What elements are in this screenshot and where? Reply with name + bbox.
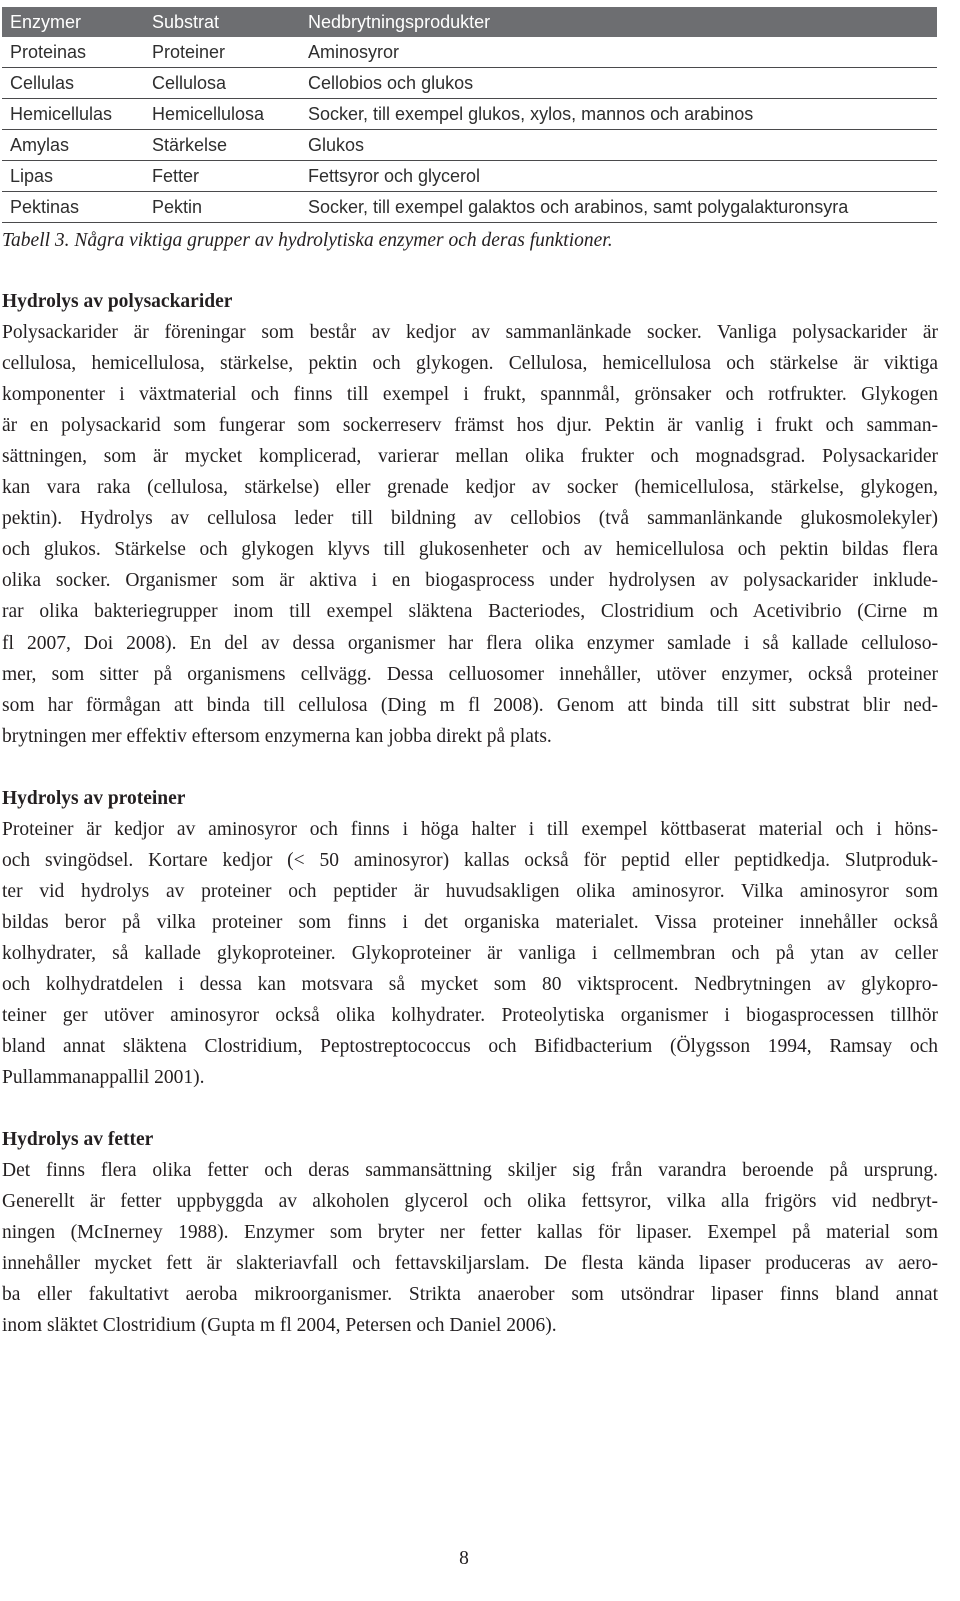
table-cell: Lipas: [10, 165, 54, 186]
table-row: [2, 192, 937, 223]
body-line: teiner ger utöver aminosyror också olika kolhydrater. Proteolytiska organismer i biogasprocessen tillhör: [2, 1005, 938, 1027]
body-line: mer, som sitter på organismens cellvägg. Dessa celluosomer innehåller, utöver enzymer, också proteiner: [2, 663, 938, 685]
body-line: och svingödsel. Kortare kedjor (< 50 aminosyror) kallas också för peptid eller peptidkedja. Slutproduk-: [2, 849, 938, 871]
paragraph: [2, 317, 938, 752]
body-line: som har förmågan att binda till cellulosa (Ding m fl 2008). Genom att binda till sitt substrat blir ned-: [2, 694, 938, 716]
body-line: och kolhydratdelen i dessa kan motsvara så mycket som 80 viktsprocent. Nedbrytningen av glykopro-: [2, 974, 938, 996]
table-row: [2, 37, 937, 68]
section-heading: Hydrolys av polysackarider: [2, 290, 233, 312]
table-cell: Socker, till exempel galaktos och arabinos, samt polygalakturonsyra: [308, 196, 849, 217]
body-line: Polysackarider är föreningar som består av kedjor av sammanlänkade socker. Vanliga polysackarider är: [2, 321, 938, 343]
table-cell: Cellobios och glukos: [308, 72, 474, 93]
table-header-row: [2, 7, 937, 37]
body-line: innehåller mycket fett är slakteriavfall och fettavskiljarslam. De flesta kända lipaser produceras av aero-: [2, 1252, 938, 1274]
section-heading: Hydrolys av fetter: [2, 1128, 154, 1150]
table-row: [2, 68, 937, 99]
body-line: fl 2007, Doi 2008). En del av dessa organismer har flera olika enzymer samlade i så kallade celluloso-: [2, 632, 938, 654]
body-line: Generellt är fetter uppbyggda av alkoholen glycerol och olika fettsyror, vilka alla frigörs vid nedbryt-: [2, 1190, 938, 1212]
table-cell: Hemicellulas: [10, 103, 113, 124]
table-row: [2, 161, 937, 192]
body-line: komponenter i växtmaterial och finns till exempel i frukt, spannmål, grönsaker och rotfrukter. Glykogen: [2, 383, 938, 405]
section-proteiner: [2, 783, 938, 1094]
table-cell: Cellulosa: [152, 72, 227, 93]
body-line: pektin). Hydrolys av cellulosa leder till bildning av cellobios (två sammanlänkande glukosmolekyler): [2, 508, 938, 530]
table-cell: Socker, till exempel glukos, xylos, mannos och arabinos: [308, 103, 754, 124]
table-header-cell: Enzymer: [10, 11, 82, 32]
body-line: kolhydrater, så kallade glykoproteiner. Glykoproteiner är vanliga i cellmembran och på ytan av celler: [2, 942, 938, 964]
table-cell: Aminosyror: [308, 41, 400, 62]
body-line: ningen (McInerney 1988). Enzymer som bryter ner fetter kallas för lipaser. Exempel på material som: [2, 1221, 938, 1243]
body-line: är en polysackarid som fungerar som sockerreserv främst hos djur. Pektin är vanlig i frukt och samman-: [2, 414, 938, 436]
body-line: Proteiner är kedjor av aminosyror och finns i höga halter i till exempel köttbaserat material och i höns-: [2, 818, 938, 840]
page-number: 8: [459, 1547, 469, 1569]
section-polysackarider: [2, 286, 938, 752]
table-cell: Fetter: [152, 165, 200, 186]
body-line: rar olika bakteriegrupper inom till exempel släktena Bacteriodes, Clostridium och Acetivibrio (Cirne m: [2, 601, 938, 623]
table-cell: Cellulas: [10, 72, 75, 93]
body-line: sättningen, som är mycket komplicerad, varierar mellan olika frukter och mognadsgrad. Polysackarider: [2, 445, 938, 467]
body-line: ter vid hydrolys av proteiner och peptider är huvudsakligen olika aminosyror. Vilka aminosyror som: [2, 880, 938, 902]
table-cell: Pektin: [152, 196, 203, 217]
body-line: brytningen mer effektiv eftersom enzymerna kan jobba direkt på plats.: [2, 725, 552, 747]
table-cell: Glukos: [308, 134, 365, 155]
table-cell: Pektinas: [10, 196, 80, 217]
body-line: Det finns flera olika fetter och deras sammansättning skiljer sig från varandra beroende på ursprung.: [2, 1159, 938, 1181]
section-heading: Hydrolys av proteiner: [2, 787, 186, 809]
table-cell: Fettsyror och glycerol: [308, 165, 481, 186]
table-cell: Proteinas: [10, 41, 87, 62]
table-header-cell: Nedbrytningsprodukter: [308, 11, 491, 32]
table-cell: Hemicellulosa: [152, 103, 265, 124]
paragraph: [2, 1155, 938, 1342]
table-cell: Proteiner: [152, 41, 226, 62]
body-line: ba eller fakultativt aeroba mikroorganismer. Strikta anaerober som utsöndrar lipaser finns bland annat: [2, 1283, 938, 1305]
body-line: Pullammanappallil 2001).: [2, 1067, 205, 1089]
paragraph: [2, 814, 938, 1094]
enzyme-table: [2, 7, 937, 223]
table-header-cell: Substrat: [152, 11, 220, 32]
table-caption: Tabell 3. Några viktiga grupper av hydrolytiska enzymer och deras funktioner.: [2, 229, 613, 251]
body-line: bland annat släktena Clostridium, Peptostreptococcus och Bifidbacterium (Ölygsson 1994, Ramsay och: [2, 1036, 938, 1058]
table-cell: Stärkelse: [152, 134, 228, 155]
body-line: olika socker. Organismer som är aktiva i en biogasprocess under hydrolysen av polysackarider inklude-: [2, 570, 938, 592]
body-line: inom släktet Clostridium (Gupta m fl 2004, Petersen och Daniel 2006).: [2, 1315, 557, 1337]
body-line: och glukos. Stärkelse och glykogen klyvs till glukosenheter och av hemicellulosa och pektin bildas flera: [2, 539, 938, 561]
table-row: [2, 99, 937, 130]
table-row: [2, 130, 937, 161]
section-fetter: [2, 1124, 938, 1342]
table-cell: Amylas: [10, 134, 70, 155]
body-line: cellulosa, hemicellulosa, stärkelse, pektin och glykogen. Cellulosa, hemicellulosa och stärkelse är viktiga: [2, 352, 938, 374]
body-line: bildas beror på vilka proteiner som finns i det organiska materialet. Vissa proteiner innehåller också: [2, 911, 938, 933]
body-line: kan vara raka (cellulosa, stärkelse) eller grenade kedjor av socker (hemicellulosa, stärkelse, glykogen,: [2, 477, 938, 499]
